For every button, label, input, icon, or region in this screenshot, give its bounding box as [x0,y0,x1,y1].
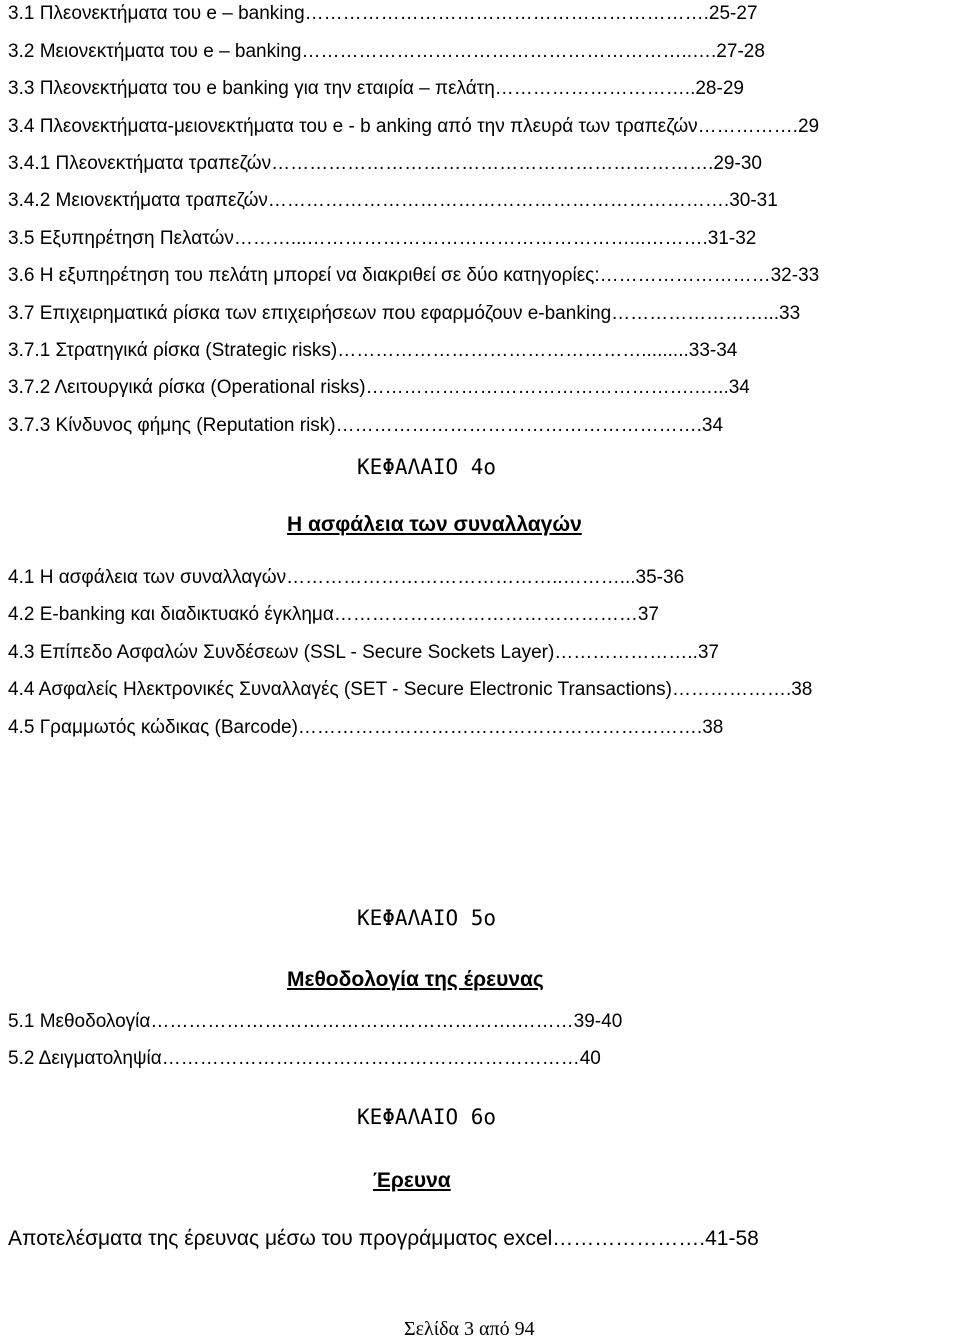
toc-line: 5.1 Μεθοδολογία………………………………………………….………39-40 [8,1011,623,1032]
chapter-4-subheading: Η ασφάλεια των συναλλαγών [287,513,582,536]
toc-line: 4.1 Η ασφάλεια των συναλλαγών……………………………………..………...35-36 [8,567,685,588]
toc-line: 4.4 Ασφαλείς Ηλεκτρονικές Συναλλαγές (SET - Secure Electronic Transactions)……………….38 [8,679,813,700]
toc-line: 3.7 Επιχειρηματικά ρίσκα των επιχειρήσεων που εφαρμόζουν e-banking……………………...33 [8,303,801,324]
chapter-6-heading: ΚΕΦΑΛΑΙΟ 6ο [357,1105,497,1129]
toc-line: 3.6 Η εξυπηρέτηση του πελάτη μπορεί να διακριθεί σε δύο κατηγορίες:………………………32-33 [8,265,820,286]
chapter-5-subheading: Μεθοδολογία της έρευνας [287,968,544,991]
toc-line: 3.7.2 Λειτουργικά ρίσκα (Operational risks)…………………………………………….…...34 [8,377,750,398]
toc-line: 4.2 E-banking και διαδικτυακό έγκλημα…………………………………………37 [8,604,659,625]
toc-line: 3.5 Εξυπηρέτηση Πελατών………...……………………………………………...……….31-32 [8,228,757,249]
toc-line: 3.4 Πλεονεκτήματα-μειονεκτήματα του e - b anking από την πλευρά των τραπεζών…………….29 [8,116,820,137]
chapter-5-heading: ΚΕΦΑΛΑΙΟ 5ο [357,906,497,930]
toc-line: 4.5 Γραμμωτός κώδικας (Barcode)……………………………………………………….38 [8,717,724,738]
chapter-6-subheading: Έρευνα [373,1169,451,1192]
toc-line: 3.1 Πλεονεκτήματα του e – banking……………………………………………………….25-27 [8,3,758,24]
toc-line: 3.7.1 Στρατηγικά ρίσκα (Strategic risks)………………………………………….........33-34 [8,340,738,361]
toc-line: Αποτελέσματα της έρευνας μέσω του προγράμματος excel………………….41-58 [8,1227,759,1250]
chapter-4-heading: ΚΕΦΑΛΑΙΟ 4ο [357,455,497,479]
toc-line: 3.7.3 Κίνδυνος φήμης (Reputation risk)………………………………………………….34 [8,415,724,436]
toc-line: 4.3 Επίπεδο Ασφαλών Συνδέσεων (SSL - Secure Sockets Layer)…………………..37 [8,642,719,663]
toc-line: 3.4.2 Μειονεκτήματα τραπεζών……………………………………………………………….30-31 [8,190,778,211]
toc-line: 5.2 Δειγματοληψία…………………………………………………………40 [8,1048,601,1069]
toc-line: 3.2 Μειονεκτήματα του e – banking……………………………………………………..….27-28 [8,41,765,62]
toc-line: 3.3 Πλεονεκτήματα του e banking για την εταιρία – πελάτη…………………………..28-29 [8,78,744,99]
toc-line: 3.4.1 Πλεονεκτήματα τραπεζών…………………………………………………………….29-30 [8,153,762,174]
page-number: Σελίδα 3 από 94 [404,1318,535,1340]
